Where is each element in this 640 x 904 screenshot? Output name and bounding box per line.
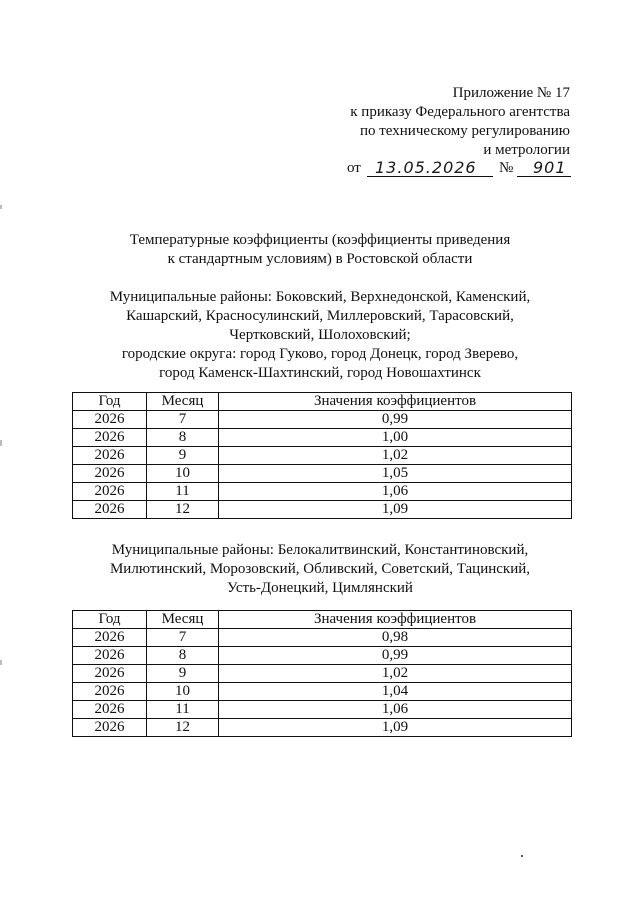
cell-value: 0,99: [219, 411, 572, 429]
table-row: [73, 465, 572, 483]
cell-month: 10: [147, 465, 219, 483]
cell-year: 2026: [73, 483, 147, 501]
header-month: Месяц: [147, 393, 219, 411]
appendix-header: [350, 84, 570, 160]
cell-month: 12: [147, 501, 219, 519]
region-line: Кашарский, Красносулинский, Миллеровский, Тарасовский,: [126, 308, 514, 324]
cell-value: 1,04: [219, 683, 572, 701]
table-row: [73, 665, 572, 683]
appendix-number: Приложение № 17: [452, 85, 570, 101]
cell-value: 1,02: [219, 447, 572, 465]
scan-edge-mark: [0, 440, 2, 446]
header-year: Год: [73, 393, 147, 411]
order-line-2: по техническому регулированию: [359, 123, 570, 139]
section1-table: [72, 392, 572, 519]
header-month: Месяц: [147, 611, 219, 629]
cell-month: 12: [147, 719, 219, 737]
order-line-1: к приказу Федерального агентства: [350, 104, 570, 120]
section2-table: [72, 610, 572, 737]
table-row: [73, 701, 572, 719]
section1-regions: [0, 288, 640, 383]
table-row: [73, 719, 572, 737]
table-row: [73, 683, 572, 701]
document-title: [0, 231, 640, 269]
cell-value: 1,00: [219, 429, 572, 447]
table-row: [73, 629, 572, 647]
header-value: Значения коэффициентов: [219, 611, 572, 629]
date-underline: [367, 176, 493, 177]
cell-value: 0,99: [219, 647, 572, 665]
table-row: [73, 447, 572, 465]
date-label: от: [347, 160, 361, 176]
table-row: [73, 411, 572, 429]
cell-year: 2026: [73, 629, 147, 647]
cell-year: 2026: [73, 701, 147, 719]
cell-month: 7: [147, 629, 219, 647]
cell-year: 2026: [73, 411, 147, 429]
table-row: [73, 429, 572, 447]
table-row: [73, 483, 572, 501]
region-line: Усть-Донецкий, Цимлянский: [227, 580, 413, 596]
table-header-row: [73, 393, 572, 411]
cell-month: 11: [147, 701, 219, 719]
cell-value: 1,06: [219, 483, 572, 501]
cell-value: 1,09: [219, 501, 572, 519]
cell-year: 2026: [73, 647, 147, 665]
cell-month: 9: [147, 447, 219, 465]
region-line: Муниципальные районы: Белокалитвинский, Константиновский,: [111, 542, 529, 558]
table-header-row: [73, 611, 572, 629]
handwritten-date: 13.05.2026: [375, 158, 477, 177]
cell-year: 2026: [73, 447, 147, 465]
scan-edge-mark: [0, 205, 2, 209]
table-row: [73, 647, 572, 665]
cell-value: 1,06: [219, 701, 572, 719]
scan-edge-mark: [0, 660, 2, 665]
header-year: Год: [73, 611, 147, 629]
title-line-1: Температурные коэффициенты (коэффициенты приведения: [129, 232, 511, 248]
region-line: город Каменск-Шахтинский, город Новошахтинск: [159, 365, 481, 381]
scan-speck: [521, 855, 523, 857]
cell-value: 1,09: [219, 719, 572, 737]
cell-value: 1,02: [219, 665, 572, 683]
cell-month: 9: [147, 665, 219, 683]
table-row: [73, 501, 572, 519]
cell-year: 2026: [73, 719, 147, 737]
cell-year: 2026: [73, 683, 147, 701]
cell-year: 2026: [73, 501, 147, 519]
cell-month: 8: [147, 429, 219, 447]
region-line: Чертковский, Шолоховский;: [229, 327, 411, 343]
cell-month: 11: [147, 483, 219, 501]
order-line-3: и метрологии: [483, 142, 570, 158]
cell-value: 1,05: [219, 465, 572, 483]
section2-regions: [0, 541, 640, 598]
number-underline: [517, 176, 571, 177]
region-line: Муниципальные районы: Боковский, Верхнедонской, Каменский,: [109, 289, 531, 305]
cell-month: 7: [147, 411, 219, 429]
region-line: городские округа: город Гуково, город Донецк, город Зверево,: [121, 346, 519, 362]
title-line-2: к стандартным условиям) в Ростовской области: [167, 251, 473, 267]
cell-year: 2026: [73, 429, 147, 447]
handwritten-number: 901: [533, 158, 567, 177]
region-line: Милютинский, Морозовский, Обливский, Советский, Тацинский,: [109, 561, 531, 577]
cell-month: 8: [147, 647, 219, 665]
cell-year: 2026: [73, 665, 147, 683]
cell-value: 0,98: [219, 629, 572, 647]
cell-year: 2026: [73, 465, 147, 483]
cell-month: 10: [147, 683, 219, 701]
number-label: №: [499, 160, 514, 176]
order-date-line: [347, 158, 571, 178]
header-value: Значения коэффициентов: [219, 393, 572, 411]
